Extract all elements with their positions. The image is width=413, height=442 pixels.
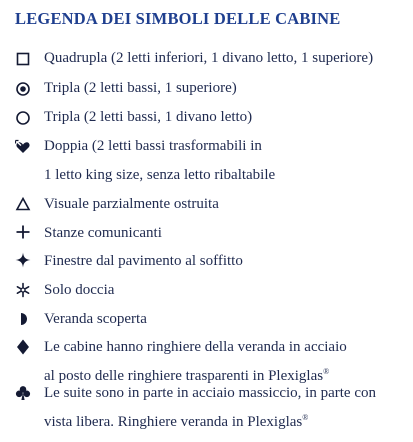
legend-item-label: Finestre dal pavimento al soffitto bbox=[44, 253, 243, 269]
legend-item-label: Le cabine hanno ringhiere della veranda in acciaio bbox=[44, 339, 347, 355]
legend-title: LEGENDA DEI SIMBOLI DELLE CABINE bbox=[15, 9, 341, 28]
half-circle-icon bbox=[15, 311, 31, 327]
legend-item-label: Veranda scoperta bbox=[44, 311, 147, 327]
legend-item-label: Tripla (2 letti bassi, 1 divano letto) bbox=[44, 109, 253, 125]
legend-item-label: Quadrupla (2 letti inferiori, 1 divano letto, 1 superiore) bbox=[44, 50, 374, 66]
legend-item-label: Visuale parzialmente ostruita bbox=[44, 196, 219, 212]
circle-dot-icon bbox=[15, 81, 31, 97]
four-point-star-icon bbox=[15, 252, 31, 268]
legend-item-label-continued: vista libera. Ringhiere veranda in Plexiglas® bbox=[44, 413, 309, 430]
heart-arrow-icon bbox=[15, 139, 31, 155]
asterisk-icon bbox=[15, 282, 31, 298]
registered-mark: ® bbox=[302, 413, 309, 422]
legend-item-label: Solo doccia bbox=[44, 282, 115, 298]
triangle-outline-icon bbox=[15, 196, 31, 212]
legend-item-label-continued: 1 letto king size, senza letto ribaltabile bbox=[44, 167, 276, 183]
legend-item-label-continued: al posto delle ringhiere trasparenti in Plexiglas® bbox=[44, 367, 330, 384]
plus-icon bbox=[15, 224, 31, 240]
legend-item-label: Tripla (2 letti bassi, 1 superiore) bbox=[44, 80, 237, 96]
legend-item-label: Le suite sono in parte in acciaio massiccio, in parte con bbox=[44, 385, 376, 401]
club-icon bbox=[15, 385, 31, 401]
registered-mark: ® bbox=[323, 367, 330, 376]
square-outline-icon bbox=[15, 51, 31, 67]
legend-item-label: Stanze comunicanti bbox=[44, 225, 162, 241]
legend-item-label: Doppia (2 letti bassi trasformabili in bbox=[44, 138, 262, 154]
circle-outline-icon bbox=[15, 110, 31, 126]
diamond-icon bbox=[15, 339, 31, 355]
